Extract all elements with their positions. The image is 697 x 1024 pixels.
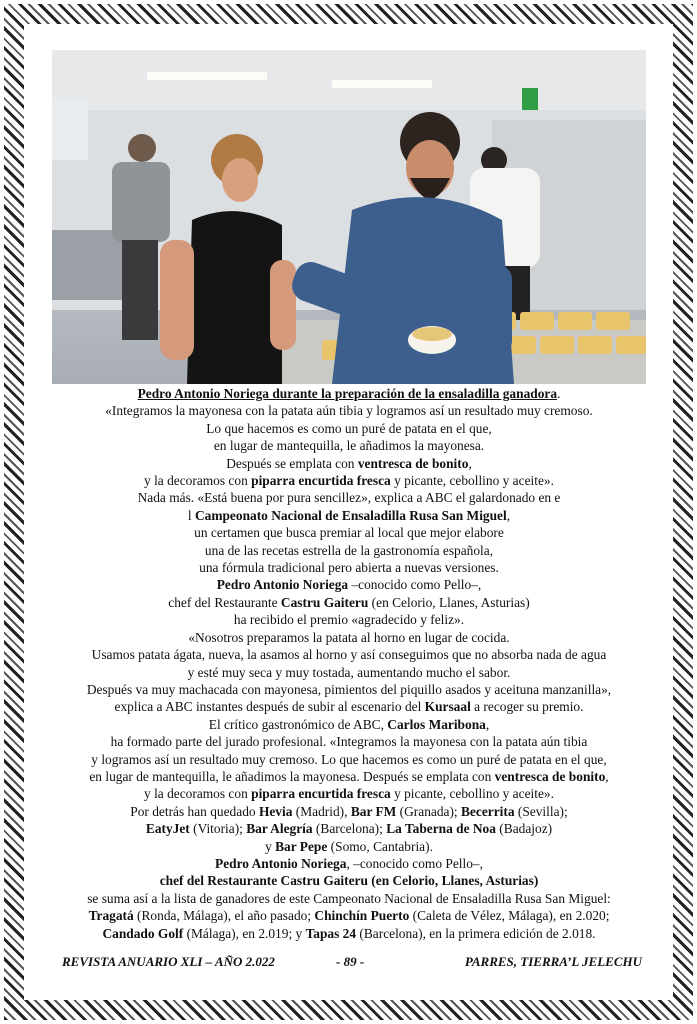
article-line xyxy=(46,733,652,750)
bold-text: Bar Alegría xyxy=(246,821,313,837)
article-line xyxy=(46,768,652,785)
bold-text: EatyJet xyxy=(145,821,190,837)
article-line xyxy=(46,907,652,924)
text-segment: un certamen que busca premiar al local que mejor elabore xyxy=(194,525,504,541)
kitchen-photo-illustration xyxy=(52,50,646,384)
article-line xyxy=(46,751,652,768)
bold-text: piparra encurtida fresca xyxy=(251,473,391,489)
text-segment: «Integramos la mayonesa con la patata aún tibia y logramos así un resultado muy cremoso. xyxy=(105,403,593,419)
bold-text: Chinchín Puerto xyxy=(314,908,410,924)
text-segment: explica a ABC instantes después de subir al escenario del xyxy=(114,699,425,715)
text-segment: en lugar de mantequilla, le añadimos la mayonesa. xyxy=(213,438,485,454)
article-line xyxy=(46,507,652,524)
bold-text: Pedro Antonio Noriega xyxy=(216,577,349,593)
bold-text: Castru Gaiteru xyxy=(280,594,369,610)
article-line xyxy=(46,698,652,715)
bold-text: Pedro Antonio Noriega xyxy=(215,855,347,871)
text-segment: y picante, cebollino y aceite». xyxy=(390,786,554,802)
text-segment: se suma así a la lista de ganadores de este Campeonato Nacional de Ensaladilla Rusa San Miguel: xyxy=(87,890,611,906)
text-segment: Nada más. «Está buena por pura sencillez», explica a ABC el galardonado en e xyxy=(137,490,561,506)
photo-caption xyxy=(46,385,652,402)
bold-text: Bar FM xyxy=(350,803,397,819)
text-segment: y picante, cebollino y aceite». xyxy=(390,473,554,489)
article-line xyxy=(46,803,652,820)
footer-magazine: REVISTA ANUARIO XLI – AÑO 2.022 xyxy=(62,954,275,969)
text-segment: (Málaga), en 2.019; y xyxy=(183,925,306,941)
article-line xyxy=(46,542,652,559)
text-segment: y la decoramos con xyxy=(144,473,252,489)
text-segment: (Barcelona); xyxy=(312,821,387,837)
text-segment: en lugar de mantequilla, le añadimos la mayonesa. Después se emplata con xyxy=(89,768,495,784)
text-segment: (Caleta de Vélez, Málaga), en 2.020; xyxy=(409,908,610,924)
article-line xyxy=(46,489,652,506)
article-line xyxy=(46,455,652,472)
text-segment: (Sevilla); xyxy=(514,803,568,819)
bold-text: Becerrita xyxy=(461,803,515,819)
text-segment: (Badajoz) xyxy=(495,821,553,837)
article-line xyxy=(46,402,652,419)
text-segment: (Barcelona), en la primera edición de 2.018. xyxy=(356,925,596,941)
article-line xyxy=(46,437,652,454)
bold-text: Bar Pepe xyxy=(275,838,328,854)
bold-text: ventresca de bonito xyxy=(357,455,469,471)
text-segment: El crítico gastronómico de ABC, xyxy=(208,716,388,732)
article-line xyxy=(46,629,652,646)
text-segment: una de las recetas estrella de la gastronomía española, xyxy=(204,542,494,558)
article-line xyxy=(46,872,652,889)
text-segment: , xyxy=(605,768,609,784)
bold-text: Kursaal xyxy=(424,699,471,715)
bold-text: Hevia xyxy=(258,803,293,819)
bold-text: Carlos Maribona xyxy=(387,716,486,732)
caption-tail: . xyxy=(557,386,561,401)
text-segment: (Madrid), xyxy=(292,803,351,819)
article-text xyxy=(46,385,652,942)
article-line xyxy=(46,420,652,437)
article-line xyxy=(46,785,652,802)
text-segment: –conocido como Pello–, xyxy=(348,577,482,593)
text-segment: l xyxy=(187,507,195,523)
text-segment: y la decoramos con xyxy=(144,786,252,802)
article-line xyxy=(46,576,652,593)
article-line xyxy=(46,594,652,611)
article-line xyxy=(46,559,652,576)
text-segment: , xyxy=(506,507,511,523)
text-segment: , xyxy=(485,716,490,732)
page-footer xyxy=(62,954,642,974)
bold-text: ventresca de bonito xyxy=(494,768,606,784)
text-segment: (en Celorio, Llanes, Asturias) xyxy=(368,594,530,610)
footer-page-number: - 89 - xyxy=(336,954,365,969)
article-line xyxy=(46,611,652,628)
bold-text: Campeonato Nacional de Ensaladilla Rusa San Miguel xyxy=(194,507,507,523)
text-segment: chef del Restaurante xyxy=(168,594,281,610)
article-line xyxy=(46,855,652,872)
text-segment: (Ronda, Málaga), el año pasado; xyxy=(133,908,315,924)
bold-text: Tapas 24 xyxy=(305,925,357,941)
text-segment: Por detrás han quedado xyxy=(130,803,259,819)
bold-text: La Taberna de Noa xyxy=(386,821,496,837)
article-line xyxy=(46,890,652,907)
text-segment: (Vitoria); xyxy=(189,821,247,837)
article-lines xyxy=(46,402,652,942)
article-line xyxy=(46,716,652,733)
article-line xyxy=(46,524,652,541)
article-line xyxy=(46,472,652,489)
text-segment: a recoger su premio. xyxy=(470,699,584,715)
text-segment: (Granada); xyxy=(396,803,461,819)
text-segment: , xyxy=(468,455,472,471)
article-line xyxy=(46,646,652,663)
text-segment: una fórmula tradicional pero abierta a nuevas versiones. xyxy=(199,560,499,576)
text-segment: (Somo, Cantabria). xyxy=(327,838,433,854)
text-segment: y xyxy=(265,838,276,854)
text-segment: Usamos patata ágata, nueva, la asamos al horno y así conseguimos que no absorba nada de agua xyxy=(91,647,607,663)
caption-text: Pedro Antonio Noriega durante la preparación de la ensaladilla ganadora xyxy=(137,386,558,401)
text-segment: ha formado parte del jurado profesional. «Integramos la mayonesa con la patata aún tibia xyxy=(110,734,588,750)
text-segment: , –conocido como Pello–, xyxy=(346,855,483,871)
article-line xyxy=(46,838,652,855)
text-segment: y esté muy seca y muy tostada, aumentando mucho el sabor. xyxy=(187,664,511,680)
footer-section: PARRES, TIERRA’L JELECHU xyxy=(464,954,642,969)
article-line xyxy=(46,820,652,837)
text-segment: Lo que hacemos es como un puré de patata en el que, xyxy=(206,420,492,436)
bold-text: piparra encurtida fresca xyxy=(251,786,391,802)
text-segment: Después va muy machacada con mayonesa, pimientos del piquillo asados y aceituna manzanilla», xyxy=(86,681,612,697)
bold-text: Candado Golf xyxy=(102,925,184,941)
text-segment: «Nosotros preparamos la patata al horno en lugar de cocida. xyxy=(188,629,510,645)
article-line xyxy=(46,664,652,681)
bold-text: Tragatá xyxy=(88,908,134,924)
text-segment: Después se emplata con xyxy=(226,455,358,471)
text-segment: y logramos así un resultado muy cremoso. Lo que hacemos es como un puré de patata en el que, xyxy=(91,751,607,767)
bold-text: chef del Restaurante Castru Gaiteru (en Celorio, Llanes, Asturias) xyxy=(159,873,539,889)
kitchen-photo xyxy=(52,50,646,384)
article-line xyxy=(46,925,652,942)
article-line xyxy=(46,681,652,698)
text-segment: ha recibido el premio «agradecido y feliz». xyxy=(233,612,465,628)
